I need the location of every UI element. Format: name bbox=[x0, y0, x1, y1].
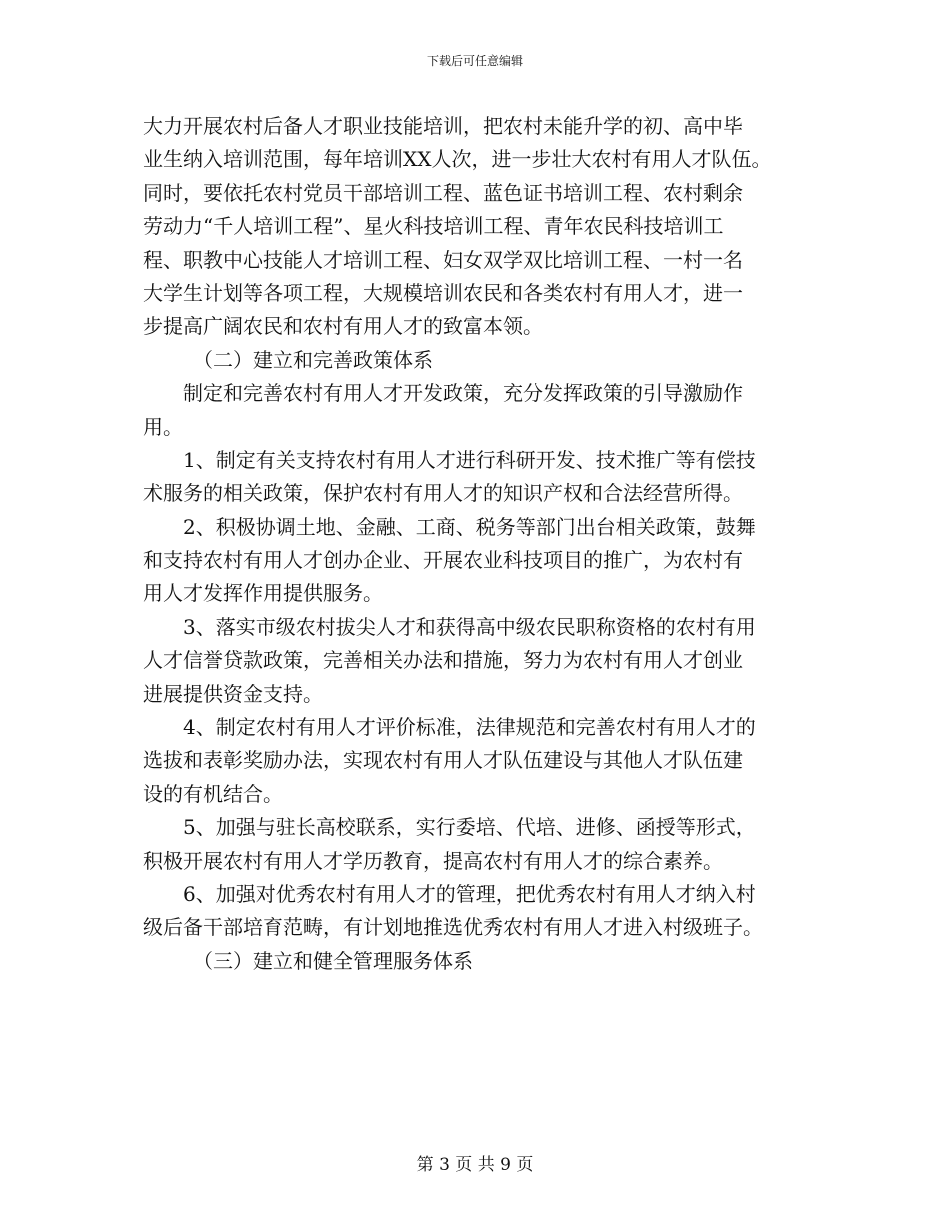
list-item-line: 设的有机结合。 bbox=[143, 781, 283, 806]
paragraph-line: 同时，要依托农村党员干部培训工程、蓝色证书培训工程、农村剩余 bbox=[143, 180, 743, 205]
paragraph-line: 步提高广阔农民和农村有用人才的致富本领。 bbox=[143, 314, 543, 339]
list-item-line: 5、加强与驻长高校联系，实行委培、代培、进修、函授等形式， bbox=[183, 815, 756, 840]
document-body bbox=[143, 110, 823, 978]
list-item-line: 积极开展农村有用人才学历教育，提高农村有用人才的综合素养。 bbox=[143, 848, 723, 873]
paragraph-line: 用。 bbox=[143, 414, 183, 439]
list-item-line: 和支持农村有用人才创办企业、开展农业科技项目的推广，为农村有 bbox=[143, 548, 743, 573]
paragraph-line: 制定和完善农村有用人才开发政策，充分发挥政策的引导激励作 bbox=[183, 381, 743, 406]
list-item-line: 2、积极协调土地、金融、工商、税务等部门出台相关政策，鼓舞 bbox=[183, 514, 756, 539]
paragraph-line: 大力开展农村后备人才职业技能培训，把农村未能升学的初、高中毕 bbox=[143, 114, 743, 138]
list-item-line: 用人才发挥作用提供服务。 bbox=[143, 581, 383, 606]
list-item-line: 进展提供资金支持。 bbox=[143, 681, 323, 706]
list-item-line: 人才信誉贷款政策，完善相关办法和措施，努力为农村有用人才创业 bbox=[143, 648, 743, 673]
list-item-line: 级后备干部培育范畴，有计划地推选优秀农村有用人才进入村级班子。 bbox=[143, 915, 763, 940]
list-item-line: 1、制定有关支持农村有用人才进行科研开发、技术推广等有偿技 bbox=[183, 447, 756, 472]
page-header: 下载后可任意编辑 bbox=[426, 54, 523, 68]
paragraph-line: 业生纳入培训范围，每年培训XX人次，进一步壮大农村有用人才队伍。 bbox=[143, 147, 772, 172]
list-item-line: 6、加强对优秀农村有用人才的管理，把优秀农村有用人才纳入村 bbox=[183, 881, 756, 906]
list-item-line: 3、落实市级农村拔尖人才和获得高中级农民职称资格的农村有用 bbox=[183, 614, 756, 639]
section-heading: （二）建立和完善政策体系 bbox=[193, 347, 433, 372]
paragraph-line: 大学生计划等各项工程，大规模培训农民和各类农村有用人才，进一 bbox=[143, 280, 743, 305]
paragraph-line: 程、职教中心技能人才培训工程、妇女双学双比培训工程、一村一名 bbox=[143, 247, 743, 272]
list-item-line: 术服务的相关政策，保护农村有用人才的知识产权和合法经营所得。 bbox=[143, 481, 743, 506]
list-item-line: 选拔和表彰奖励办法，实现农村有用人才队伍建设与其他人才队伍建 bbox=[143, 748, 743, 773]
list-item-line: 4、制定农村有用人才评价标准，法律规范和完善农村有用人才的 bbox=[183, 715, 756, 740]
page-number: 第 3 页 共 9 页 bbox=[416, 1155, 534, 1175]
section-heading: （三）建立和健全管理服务体系 bbox=[193, 948, 473, 973]
paragraph-line: 劳动力“千人培训工程”、星火科技培训工程、青年农民科技培训工 bbox=[143, 214, 724, 239]
